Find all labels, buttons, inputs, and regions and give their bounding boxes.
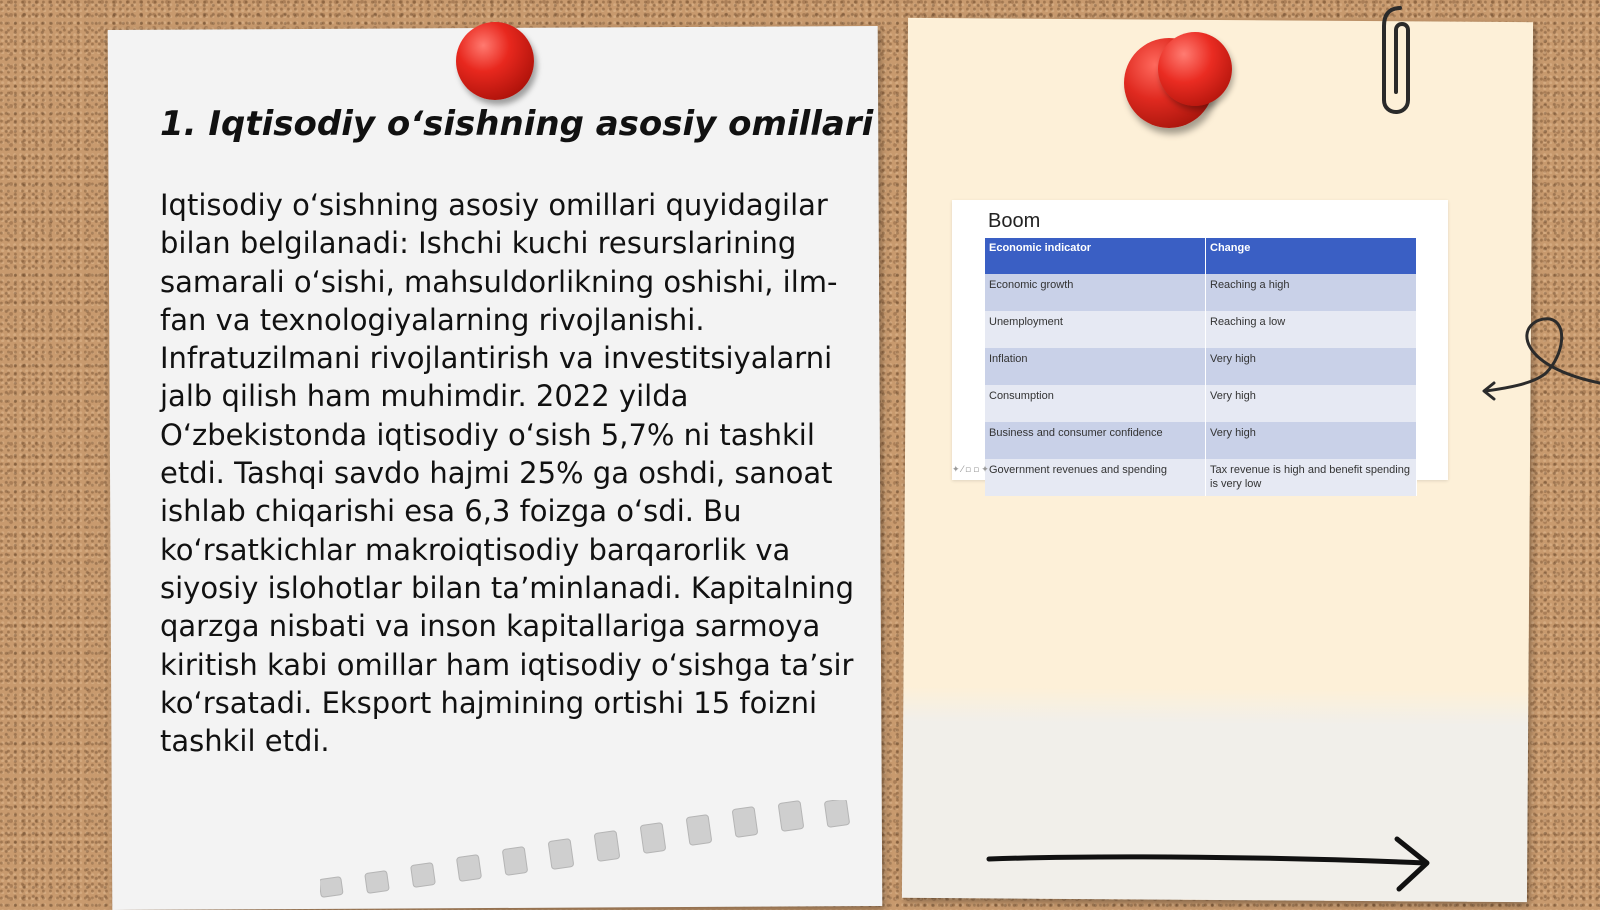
table-header-cell: Economic indicator — [985, 238, 1206, 274]
table-row — [985, 348, 1417, 385]
image-toolbar-icons: ✦⁄▫▫✦ — [952, 465, 991, 475]
table-row — [985, 459, 1417, 496]
arrow-right-icon — [985, 835, 1445, 895]
table-cell: Unemployment — [985, 311, 1206, 348]
table-cell: Very high — [1206, 348, 1417, 385]
table-header-row — [985, 238, 1417, 274]
table-row — [985, 385, 1417, 422]
paperclip-icon — [1374, 0, 1424, 130]
table-cell: Reaching a low — [1206, 311, 1417, 348]
table-cell: Very high — [1206, 385, 1417, 422]
table-cell: Very high — [1206, 422, 1417, 459]
table-cell: Reaching a high — [1206, 274, 1417, 311]
boom-table-image — [952, 200, 1448, 490]
table-row — [985, 422, 1417, 459]
pushpin-icon — [456, 22, 534, 100]
inset-title: Boom — [988, 210, 1041, 232]
table-cell: Economic growth — [985, 274, 1206, 311]
torn-edge-decoration — [320, 800, 880, 900]
table-cell: Government revenues and spending — [985, 459, 1206, 496]
table-header-cell: Change — [1206, 238, 1417, 274]
table-cell: Business and consumer confidence — [985, 422, 1206, 459]
economic-indicator-table — [985, 238, 1417, 496]
table-cell: Consumption — [985, 385, 1206, 422]
table-row — [985, 274, 1417, 311]
slide-body-text: Iqtisodiy o‘sishning asosiy omillari quyidagilar bilan belgilanadi: Ishchi kuchi resurslarining samarali o‘sishi, mahsuldorlikning oshishi, ilm-fan va texnologiyalarning rivojlanishi. Infratuzilmani rivojlantirish va investitsiyalarni jalb qilish ham muhimdir. 2022 yilda O‘zbekistonda iqtisodiy o‘sish 5,7% ni tashkil etdi. Tashqi savdo hajmi 25% ga oshdi, sanoat ishlab chiqarishi esa 6,3 foizga o‘sdi. Bu ko‘rsatkichlar makroiqtisodiy barqarorlik va siyosiy islohotlar bilan ta’minlanadi. Kapitalning qarzga nisbati va inson kapitallariga sarmoya kiritish kabi omillar ham iqtisodiy o‘sishga ta’sir ko‘rsatadi. Eksport hajmining ortishi 15 foizni tashkil etdi. — [160, 188, 855, 759]
pushpin-icon — [1158, 32, 1232, 106]
slide-title: 1. Iqtisodiy o‘sishning asosiy omillari — [160, 104, 874, 144]
table-cell: Inflation — [985, 348, 1206, 385]
table-cell: Tax revenue is high and benefit spending is very low — [1206, 459, 1417, 496]
scribble-arrow-icon — [1480, 315, 1600, 415]
table-row — [985, 311, 1417, 348]
